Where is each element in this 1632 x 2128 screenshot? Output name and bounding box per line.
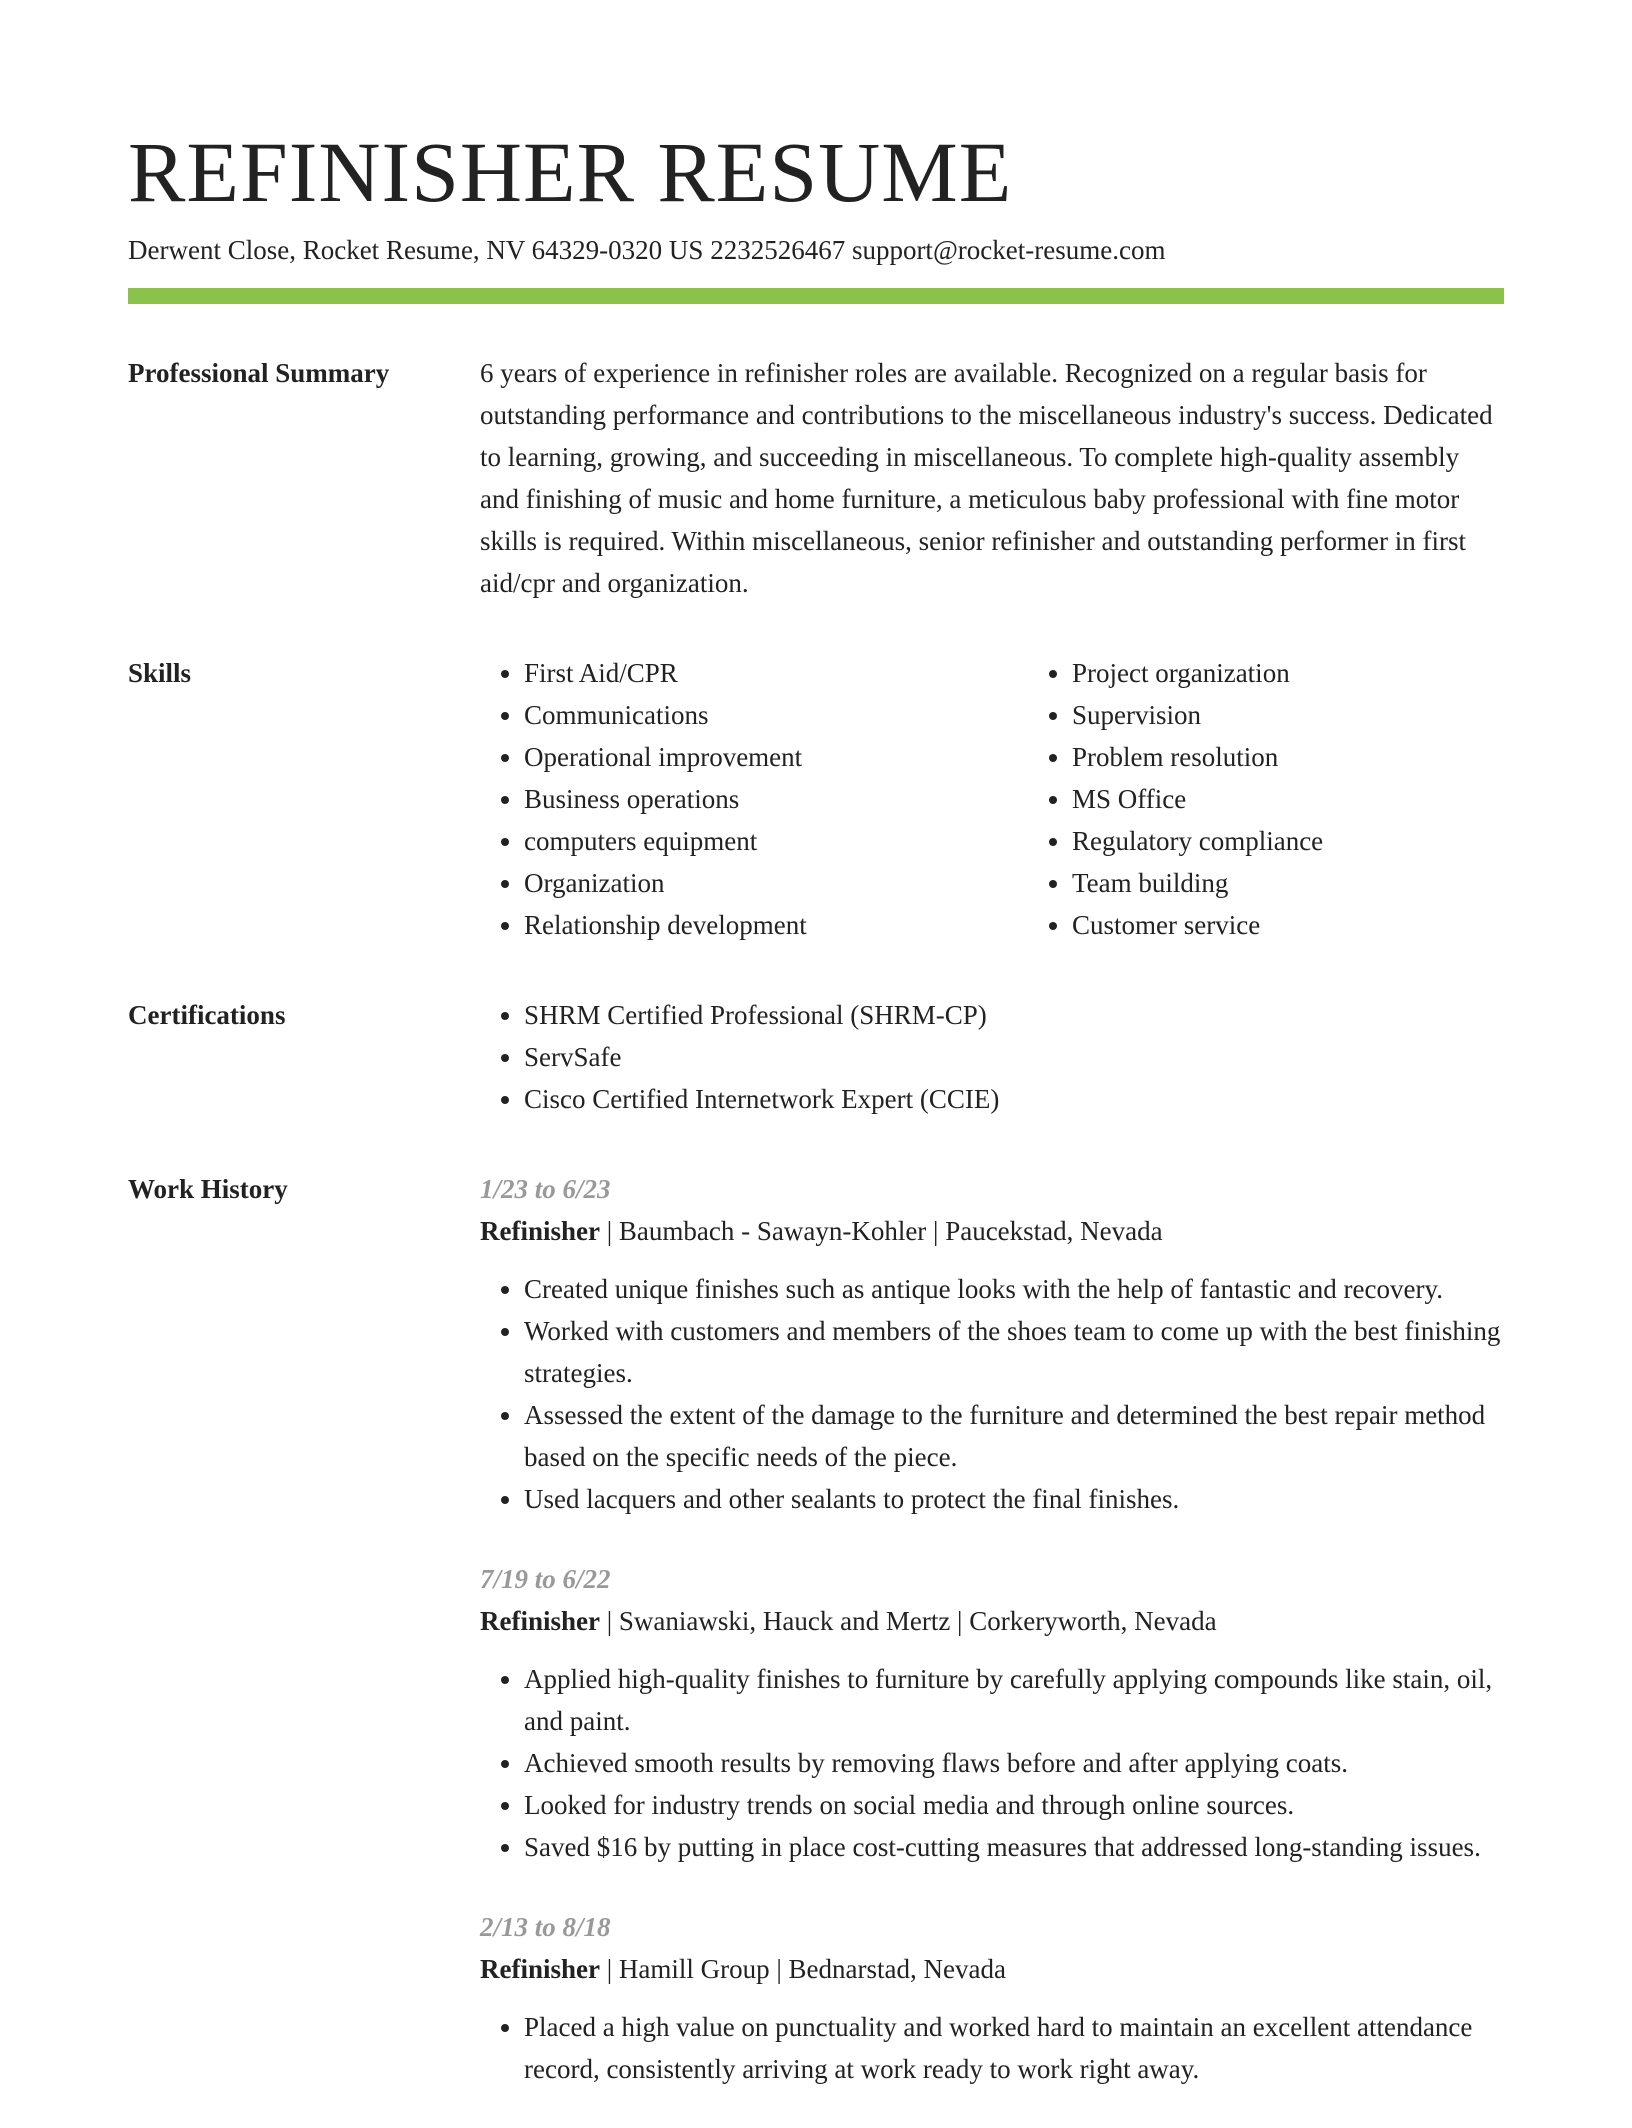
skill-item: • Regulatory compliance	[1072, 820, 1504, 862]
certifications-heading: Certifications	[128, 1000, 286, 1030]
skill-item: • Project organization	[1072, 652, 1504, 694]
certifications-list	[480, 994, 1504, 1120]
skill-item: • First Aid/CPR	[524, 652, 1028, 694]
job-employer: | Swaniawski, Hauck and Mertz | Corkeryworth, Nevada	[599, 1606, 1217, 1636]
header-divider	[128, 288, 1504, 304]
work-history-heading: Work History	[128, 1174, 288, 1204]
job-bullet: • Worked with customers and members of the shoes team to come up with the best finishing strategies.	[524, 1310, 1504, 1394]
skill-item: • Team building	[1072, 862, 1504, 904]
job-entry	[480, 1906, 1504, 2090]
skill-item: • Business operations	[524, 778, 1028, 820]
job-bullet: • Looked for industry trends on social media and through online sources.	[524, 1784, 1504, 1826]
job-dates: 2/13 to 8/18	[480, 1912, 611, 1942]
summary-heading: Professional Summary	[128, 358, 390, 388]
job-title: Refinisher	[480, 1606, 600, 1636]
job-title: Refinisher	[480, 1954, 600, 1984]
contact-address: Derwent Close, Rocket Resume, NV 64329-0320 US	[128, 235, 704, 265]
skill-item: • MS Office	[1072, 778, 1504, 820]
skill-item: • Customer service	[1072, 904, 1504, 946]
skill-item: • computers equipment	[524, 820, 1028, 862]
job-dates: 7/19 to 6/22	[480, 1564, 611, 1594]
job-title-line	[480, 1600, 1504, 1642]
skills-list-right	[1028, 652, 1504, 946]
contact-phone: 2232526467	[710, 235, 846, 265]
skills-section	[128, 652, 1504, 946]
job-bullets	[480, 2006, 1504, 2090]
job-bullet: • Applied high-quality finishes to furniture by carefully applying compounds like stain, oil, and paint.	[524, 1658, 1504, 1742]
job-title-line	[480, 1210, 1504, 1252]
work-history-section	[128, 1168, 1504, 2128]
job-employer: | Baumbach - Sawayn-Kohler | Paucekstad, Nevada	[599, 1216, 1163, 1246]
skill-item: • Problem resolution	[1072, 736, 1504, 778]
job-bullet: • Created unique finishes such as antique looks with the help of fantastic and recovery.	[524, 1268, 1504, 1310]
skill-item: • Communications	[524, 694, 1028, 736]
skill-item: • Operational improvement	[524, 736, 1028, 778]
job-bullet: • Saved $16 by putting in place cost-cutting measures that addressed long-standing issues.	[524, 1826, 1504, 1868]
resume-title: REFINISHER RESUME	[128, 124, 1013, 220]
job-entry	[480, 1558, 1504, 1868]
summary-text: 6 years of experience in refinisher roles are available. Recognized on a regular basis for outstanding performance and contributions to the miscellaneous industry's success. Dedicated to learning, growing, and succeeding in miscellaneous. To complete high-quality assembly and finishing of music and home furniture, a meticulous baby professional with fine motor skills is required. Within miscellaneous, senior refinisher and outstanding performer in first aid/cpr and organization.	[480, 358, 1493, 598]
skills-list-left	[480, 652, 1028, 946]
resume-page	[128, 122, 1504, 2128]
contact-email: support@rocket-resume.com	[851, 235, 1166, 265]
summary-section	[128, 352, 1504, 604]
job-bullet: • Placed a high value on punctuality and worked hard to maintain an excellent attendance record, consistently arriving at work ready to work right away.	[524, 2006, 1504, 2090]
skill-item: • Organization	[524, 862, 1028, 904]
job-bullets	[480, 1268, 1504, 1520]
job-bullets	[480, 1658, 1504, 1868]
certification-item: • ServSafe	[524, 1036, 1504, 1078]
job-bullet: • Achieved smooth results by removing flaws before and after applying coats.	[524, 1742, 1504, 1784]
job-employer: | Hamill Group | Bednarstad, Nevada	[599, 1954, 1006, 1984]
skill-item: • Supervision	[1072, 694, 1504, 736]
certification-item: • Cisco Certified Internetwork Expert (CCIE)	[524, 1078, 1504, 1120]
job-dates: 1/23 to 6/23	[480, 1174, 611, 1204]
job-title: Refinisher	[480, 1216, 600, 1246]
job-entry	[480, 1168, 1504, 1520]
job-bullet: • Used lacquers and other sealants to protect the final finishes.	[524, 1478, 1504, 1520]
contact-line	[128, 232, 1504, 268]
job-title-line	[480, 1948, 1504, 1990]
certification-item: • SHRM Certified Professional (SHRM-CP)	[524, 994, 1504, 1036]
certifications-section	[128, 994, 1504, 1120]
skills-heading: Skills	[128, 658, 192, 688]
skill-item: • Relationship development	[524, 904, 1028, 946]
job-bullet: • Assessed the extent of the damage to the furniture and determined the best repair method based on the specific needs of the piece.	[524, 1394, 1504, 1478]
